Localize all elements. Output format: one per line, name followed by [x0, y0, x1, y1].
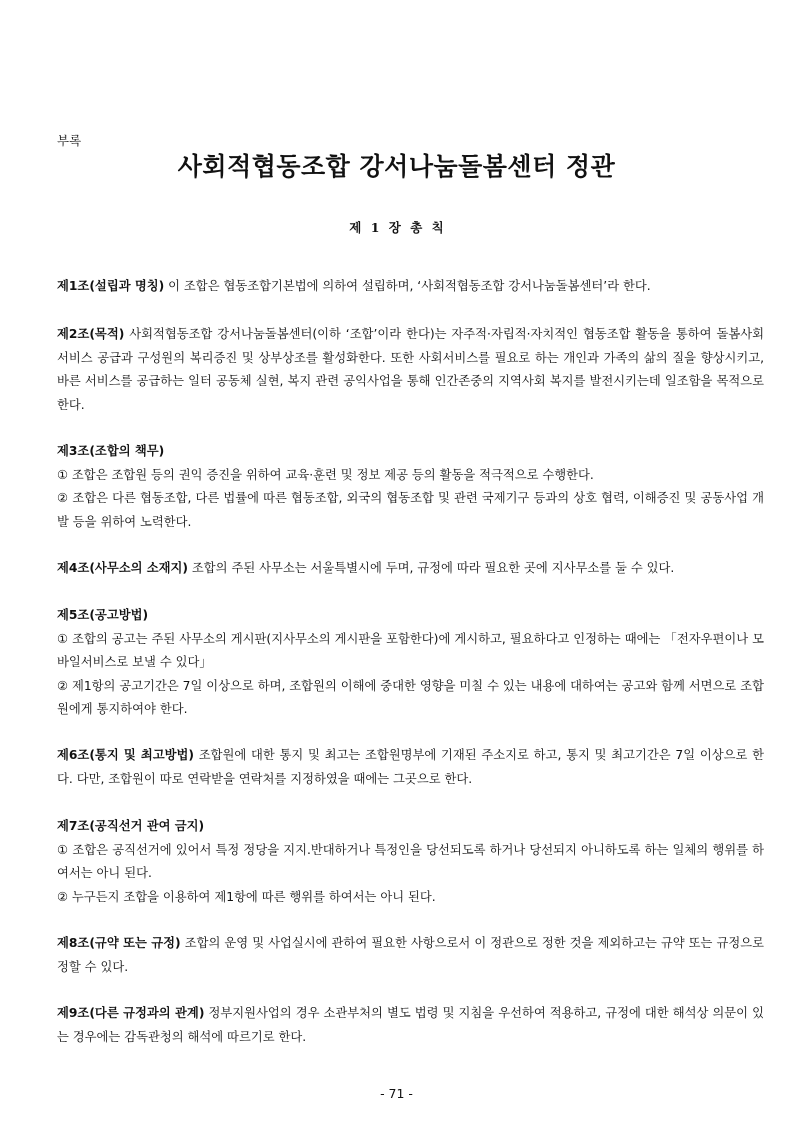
article-body: 조합원에 대한 통지 및 최고는 조합원명부에 기재된 주소지로 하고, 통지 및 최고기간은 7일 이상으로 한다. 다만, 조합원이 따로 연락받을 연락처를 지정하였을 때에는 그곳으로 한다.: [57, 748, 764, 786]
article-4: [57, 557, 764, 581]
article-heading: 제7조(공직선거 관여 금지): [57, 819, 205, 833]
article-heading: 제3조(조합의 책무): [57, 444, 165, 458]
article-heading: 제2조(목적): [57, 327, 125, 341]
article-body: 조합의 주된 사무소는 서울특별시에 두며, 규정에 따라 필요한 곳에 지사무소를 둘 수 있다.: [188, 561, 675, 575]
appendix-label: 부록: [57, 133, 82, 148]
article-heading: 제4조(사무소의 소재지): [57, 561, 188, 575]
article-5: [57, 604, 764, 722]
article-clause: ② 누구든지 조합을 이용하여 제1항에 따른 행위를 하여서는 아니 된다.: [57, 889, 436, 904]
article-body: 조합의 운영 및 사업실시에 관하여 필요한 사항으로서 이 정관으로 정한 것을 제외하고는 규약 또는 규정으로 정할 수 있다.: [57, 936, 768, 974]
article-heading: 제1조(설립과 명칭): [57, 279, 165, 293]
article-clause: ① 조합은 공직선거에 있어서 특정 정당을 지지.반대하거나 특정인을 당선되도록 하거나 당선되지 아니하도록 하는 일체의 행위를 하여서는 아니 된다.: [57, 842, 764, 880]
article-9: [57, 1002, 764, 1049]
article-body: 사회적협동조합 강서나눔돌봄센터(이하 ‘조합’이라 한다)는 자주적·자립적·자치적인 협동조합 활동을 통하여 돌봄사회서비스 공급과 구성원의 복리증진 및 상부상조를 활성화한다. 또한 사회서비스를 필요로 하는 개인과 가족의 삶의 질을 향상시키고, 바른 서비스를 공급하는 일터 공동체 실현, 복지 관련 공익사업을 통해 인간존중의 지역사회 복지를 발전시키는데 일조함을 목적으로 한다.: [57, 327, 768, 412]
article-body: 정부지원사업의 경우 소관부처의 별도 법령 및 지침을 우선하여 적용하고, 규정에 대한 해석상 의문이 있는 경우에는 감독관청의 해석에 따르기로 한다.: [57, 1006, 764, 1044]
article-2: [57, 323, 768, 417]
article-clause: ② 제1항의 공고기간은 7일 이상으로 하며, 조합원의 이해에 중대한 영향을 미칠 수 있는 내용에 대하여는 공고와 함께 서면으로 조합원에게 통지하여야 한다.: [57, 678, 764, 716]
article-6: [57, 744, 764, 791]
article-7: [57, 815, 764, 909]
article-3: [57, 440, 764, 534]
article-heading: 제6조(통지 및 최고방법): [57, 748, 194, 762]
article-clause: ① 조합의 공고는 주된 사무소의 게시판(지사무소의 게시판을 포함한다)에 게시하고, 필요하다고 인정하는 때에는 「전자우편이나 모바일서비스로 보낼 수 있다」: [57, 631, 764, 669]
document-title: 사회적협동조합 강서나눔돌봄센터 정관: [177, 152, 616, 181]
article-body: 이 조합은 협동조합기본법에 의하여 설립하며, ‘사회적협동조합 강서나눔돌봄센터’라 한다.: [164, 279, 651, 293]
article-heading: 제5조(공고방법): [57, 608, 149, 622]
article-clause: ② 조합은 다른 협동조합, 다른 법률에 따른 협동조합, 외국의 협동조합 및 관련 국제기구 등과의 상호 협력, 이해증진 및 공동사업 개발 등을 위하여 노력한다.: [57, 491, 764, 529]
article-8: [57, 932, 768, 979]
chapter-heading: 제 1 장 총 칙: [349, 220, 444, 235]
page-number: - 71 -: [380, 1086, 413, 1101]
article-heading: 제8조(규약 또는 규정): [57, 936, 181, 950]
article-1: [57, 275, 764, 299]
article-heading: 제9조(다른 규정과의 관계): [57, 1006, 205, 1020]
article-clause: ① 조합은 조합원 등의 권익 증진을 위하여 교육·훈련 및 정보 제공 등의 활동을 적극적으로 수행한다.: [57, 467, 594, 482]
